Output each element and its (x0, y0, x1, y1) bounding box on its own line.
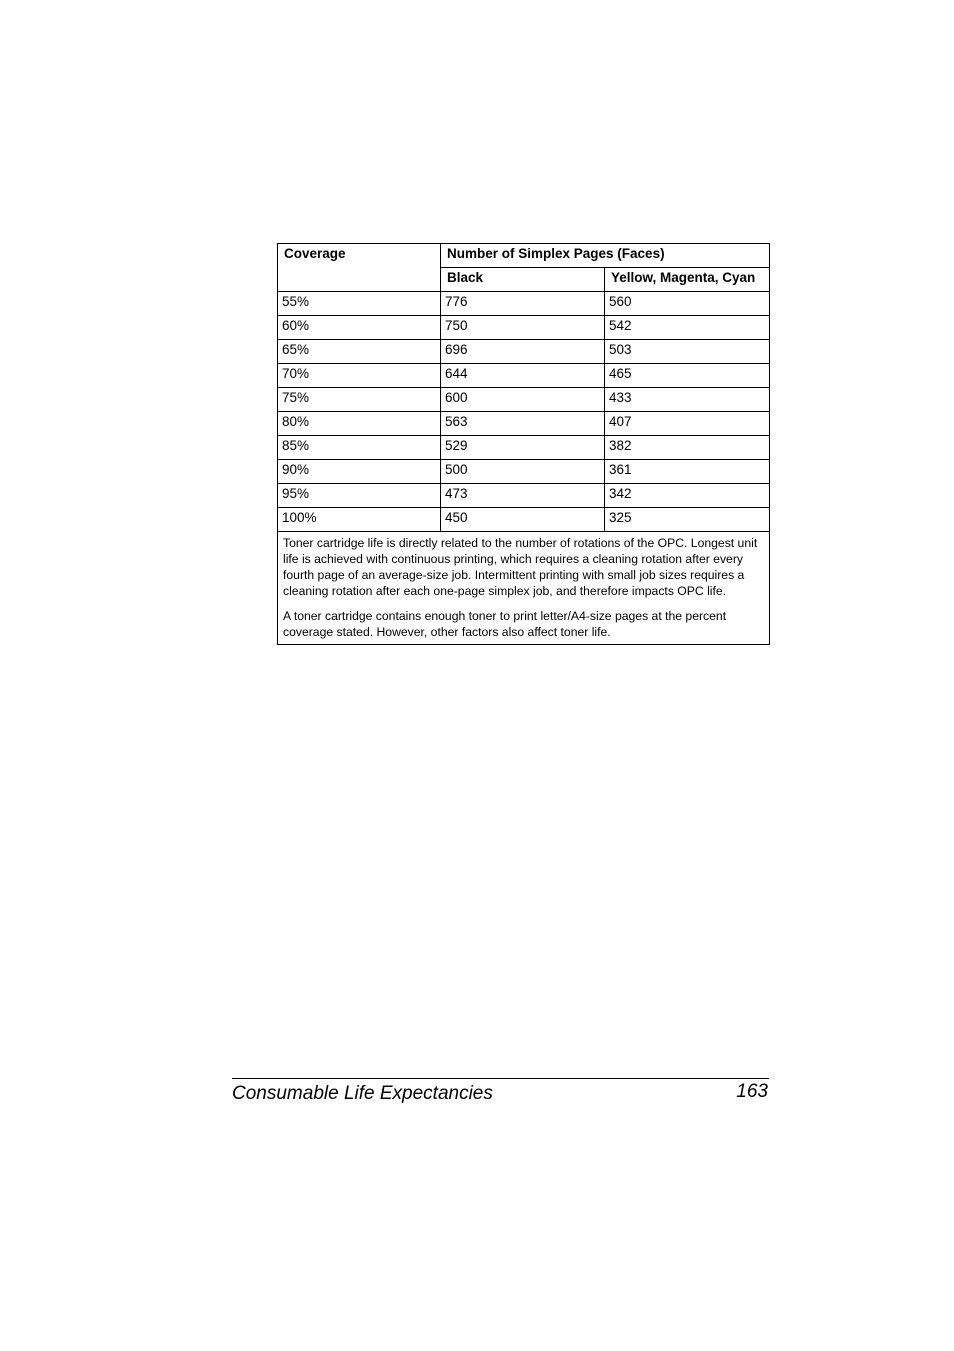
cell-ymc: 503 (605, 340, 770, 364)
cell-black: 500 (441, 460, 605, 484)
table-row (278, 316, 770, 340)
table-notes-row (278, 532, 770, 645)
cell-coverage: 95% (278, 484, 441, 508)
cell-ymc: 382 (605, 436, 770, 460)
cell-ymc: 465 (605, 364, 770, 388)
table-row (278, 388, 770, 412)
cell-ymc: 361 (605, 460, 770, 484)
cell-coverage: 55% (278, 292, 441, 316)
cell-coverage: 100% (278, 508, 441, 532)
table-header-row (278, 244, 770, 268)
header-yellow-magenta-cyan: Yellow, Magenta, Cyan (605, 268, 770, 292)
header-coverage: Coverage (278, 244, 441, 292)
cell-ymc: 542 (605, 316, 770, 340)
table-row (278, 460, 770, 484)
header-black: Black (441, 268, 605, 292)
cell-black: 450 (441, 508, 605, 532)
footer-divider (232, 1078, 769, 1079)
cell-coverage: 85% (278, 436, 441, 460)
cell-ymc: 560 (605, 292, 770, 316)
table-notes (278, 532, 770, 645)
cell-black: 644 (441, 364, 605, 388)
cell-coverage: 75% (278, 388, 441, 412)
cell-coverage: 80% (278, 412, 441, 436)
cell-ymc: 342 (605, 484, 770, 508)
footer-title: Consumable Life Expectancies (232, 1083, 493, 1104)
cell-coverage: 70% (278, 364, 441, 388)
table-row (278, 364, 770, 388)
cell-black: 473 (441, 484, 605, 508)
header-simplex-pages: Number of Simplex Pages (Faces) (441, 244, 770, 268)
table-row (278, 340, 770, 364)
cell-coverage: 60% (278, 316, 441, 340)
cell-black: 563 (441, 412, 605, 436)
note-paragraph: Toner cartridge life is directly related to the number of rotations of the OPC. Longest unit life is achieved with continuous printing, which requires a cleaning rotation after every fourth page of an average-size job. Intermittent printing with small job sizes requires a cleaning rotation after each one-page simplex job, and therefore impacts OPC life. (283, 536, 758, 598)
cell-black: 750 (441, 316, 605, 340)
cell-coverage: 90% (278, 460, 441, 484)
table-row (278, 508, 770, 532)
cell-ymc: 433 (605, 388, 770, 412)
cell-black: 529 (441, 436, 605, 460)
cell-black: 600 (441, 388, 605, 412)
table-row (278, 484, 770, 508)
page-number: 163 (736, 1081, 768, 1102)
note-paragraph: A toner cartridge contains enough toner to print letter/A4-size pages at the percent coverage stated. However, other factors also affect toner life. (283, 609, 727, 639)
cell-ymc: 407 (605, 412, 770, 436)
toner-life-table (277, 243, 770, 645)
cell-black: 696 (441, 340, 605, 364)
cell-coverage: 65% (278, 340, 441, 364)
table-row (278, 412, 770, 436)
cell-black: 776 (441, 292, 605, 316)
table-row (278, 292, 770, 316)
cell-ymc: 325 (605, 508, 770, 532)
table-row (278, 436, 770, 460)
